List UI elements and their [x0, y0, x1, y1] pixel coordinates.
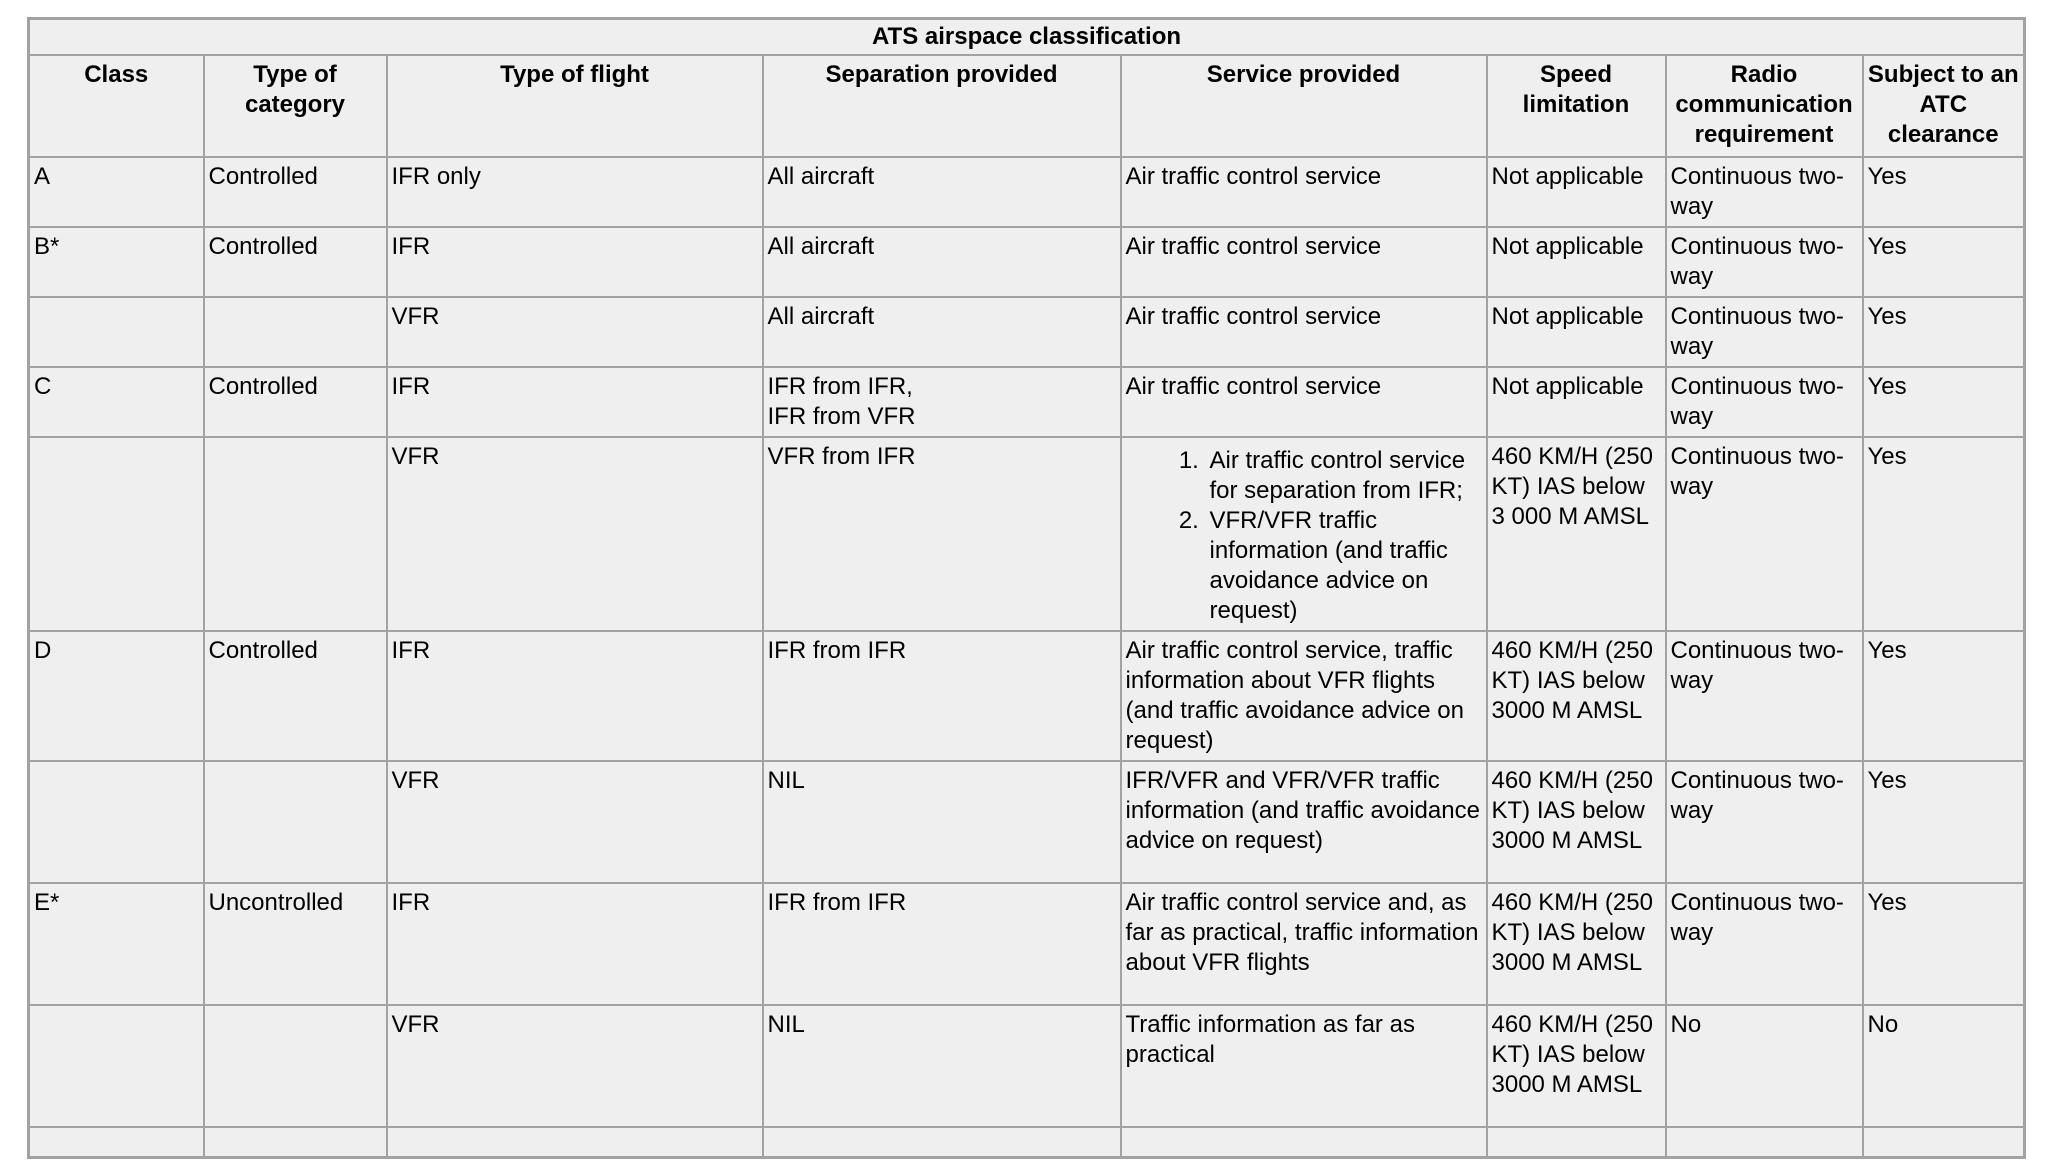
column-header-clearance: Subject to an ATC clearance [1863, 55, 2025, 157]
cell-category [204, 297, 387, 367]
cell-flight: IFR [387, 227, 763, 297]
cell-speed: 460 KM/H (250 KT) IAS below 3000 M AMSL [1487, 761, 1666, 883]
cell-service [1121, 437, 1487, 631]
cell-class [29, 1005, 204, 1127]
cell-speed: 460 KM/H (250 KT) IAS below 3000 M AMSL [1487, 883, 1666, 1005]
cell-speed: Not applicable [1487, 227, 1666, 297]
cell-class: A [29, 157, 204, 227]
cell-separation: All aircraft [763, 157, 1121, 227]
table-row [29, 883, 2025, 1005]
column-header-speed: Speed limitation [1487, 55, 1666, 157]
table-row [29, 227, 2025, 297]
column-header-service: Service provided [1121, 55, 1487, 157]
column-header-separation: Separation provided [763, 55, 1121, 157]
table-row [29, 761, 2025, 883]
cell-clearance: Yes [1863, 437, 2025, 631]
cell-clearance: Yes [1863, 157, 2025, 227]
cell-service: Air traffic control service, traffic information about VFR flights (and traffic avoidance advice on request) [1121, 631, 1487, 761]
cell-radio: No [1666, 1005, 1863, 1127]
table-row [29, 157, 2025, 227]
cell-clearance: Yes [1863, 631, 2025, 761]
cell-speed: 460 KM/H (250 KT) IAS below 3000 M AMSL [1487, 1005, 1666, 1127]
cell-radio [1666, 1127, 1863, 1158]
cell-category [204, 1005, 387, 1127]
cell-radio: Continuous two-way [1666, 157, 1863, 227]
column-header-category: Type of category [204, 55, 387, 157]
cell-service: Air traffic control service [1121, 367, 1487, 437]
cell-flight [387, 1127, 763, 1158]
cell-category: Uncontrolled [204, 883, 387, 1005]
cell-flight: VFR [387, 297, 763, 367]
service-list [1126, 446, 1482, 626]
cell-category [204, 761, 387, 883]
cell-radio: Continuous two-way [1666, 297, 1863, 367]
table-row [29, 437, 2025, 631]
cell-service: Air traffic control service [1121, 227, 1487, 297]
ats-airspace-table [27, 17, 2026, 1159]
cell-speed [1487, 1127, 1666, 1158]
table-row [29, 367, 2025, 437]
cell-service: Air traffic control service [1121, 297, 1487, 367]
column-header-class: Class [29, 55, 204, 157]
cell-radio: Continuous two-way [1666, 367, 1863, 437]
cell-speed: Not applicable [1487, 157, 1666, 227]
cell-category: Controlled [204, 227, 387, 297]
cell-separation: NIL [763, 1005, 1121, 1127]
cell-flight: IFR [387, 367, 763, 437]
cell-category: Controlled [204, 631, 387, 761]
cell-clearance: No [1863, 1005, 2025, 1127]
cell-separation: NIL [763, 761, 1121, 883]
table-row [29, 297, 2025, 367]
cell-speed: 460 KM/H (250 KT) IAS below 3 000 M AMSL [1487, 437, 1666, 631]
cell-flight: VFR [387, 761, 763, 883]
column-header-radio: Radio communication requirement [1666, 55, 1863, 157]
cell-clearance: Yes [1863, 297, 2025, 367]
cell-class [29, 297, 204, 367]
cell-separation: All aircraft [763, 297, 1121, 367]
cell-service: Air traffic control service and, as far as practical, traffic information about VFR flights [1121, 883, 1487, 1005]
cell-separation [763, 1127, 1121, 1158]
cell-clearance: Yes [1863, 761, 2025, 883]
cell-radio: Continuous two-way [1666, 761, 1863, 883]
cell-clearance: Yes [1863, 883, 2025, 1005]
cell-radio: Continuous two-way [1666, 631, 1863, 761]
cell-category: Controlled [204, 367, 387, 437]
cell-category [204, 1127, 387, 1158]
cell-category [204, 437, 387, 631]
cell-clearance: Yes [1863, 367, 2025, 437]
cell-flight: IFR [387, 631, 763, 761]
cell-separation: IFR from IFR [763, 631, 1121, 761]
cell-clearance [1863, 1127, 2025, 1158]
table-row [29, 631, 2025, 761]
header-row [29, 55, 2025, 157]
cell-radio: Continuous two-way [1666, 437, 1863, 631]
cell-clearance: Yes [1863, 227, 2025, 297]
cell-radio: Continuous two-way [1666, 883, 1863, 1005]
service-list-item: 2. VFR/VFR traffic information (and traffic avoidance advice on request) [1206, 506, 1482, 626]
cell-class: B* [29, 227, 204, 297]
cell-speed: Not applicable [1487, 297, 1666, 367]
cell-class: D [29, 631, 204, 761]
cell-service [1121, 1127, 1487, 1158]
table-row-cut-off [29, 1127, 2025, 1158]
cell-flight: VFR [387, 437, 763, 631]
cell-category: Controlled [204, 157, 387, 227]
cell-speed: 460 KM/H (250 KT) IAS below 3000 M AMSL [1487, 631, 1666, 761]
column-header-flight: Type of flight [387, 55, 763, 157]
cell-flight: IFR [387, 883, 763, 1005]
table-title: ATS airspace classification [29, 19, 2025, 56]
cell-separation: IFR from IFR, IFR from VFR [763, 367, 1121, 437]
cell-class: C [29, 367, 204, 437]
cell-flight: IFR only [387, 157, 763, 227]
cell-flight: VFR [387, 1005, 763, 1127]
cell-class: E* [29, 883, 204, 1005]
cell-service: Air traffic control service [1121, 157, 1487, 227]
cell-radio: Continuous two-way [1666, 227, 1863, 297]
cell-class [29, 761, 204, 883]
cell-service: IFR/VFR and VFR/VFR traffic information (and traffic avoidance advice on request) [1121, 761, 1487, 883]
service-list-item: 1. Air traffic control service for separation from IFR; [1206, 446, 1482, 506]
cell-separation: IFR from IFR [763, 883, 1121, 1005]
cell-speed: Not applicable [1487, 367, 1666, 437]
cell-class [29, 437, 204, 631]
table-row [29, 1005, 2025, 1127]
cell-service: Traffic information as far as practical [1121, 1005, 1487, 1127]
cell-separation: All aircraft [763, 227, 1121, 297]
cell-separation: VFR from IFR [763, 437, 1121, 631]
cell-class [29, 1127, 204, 1158]
